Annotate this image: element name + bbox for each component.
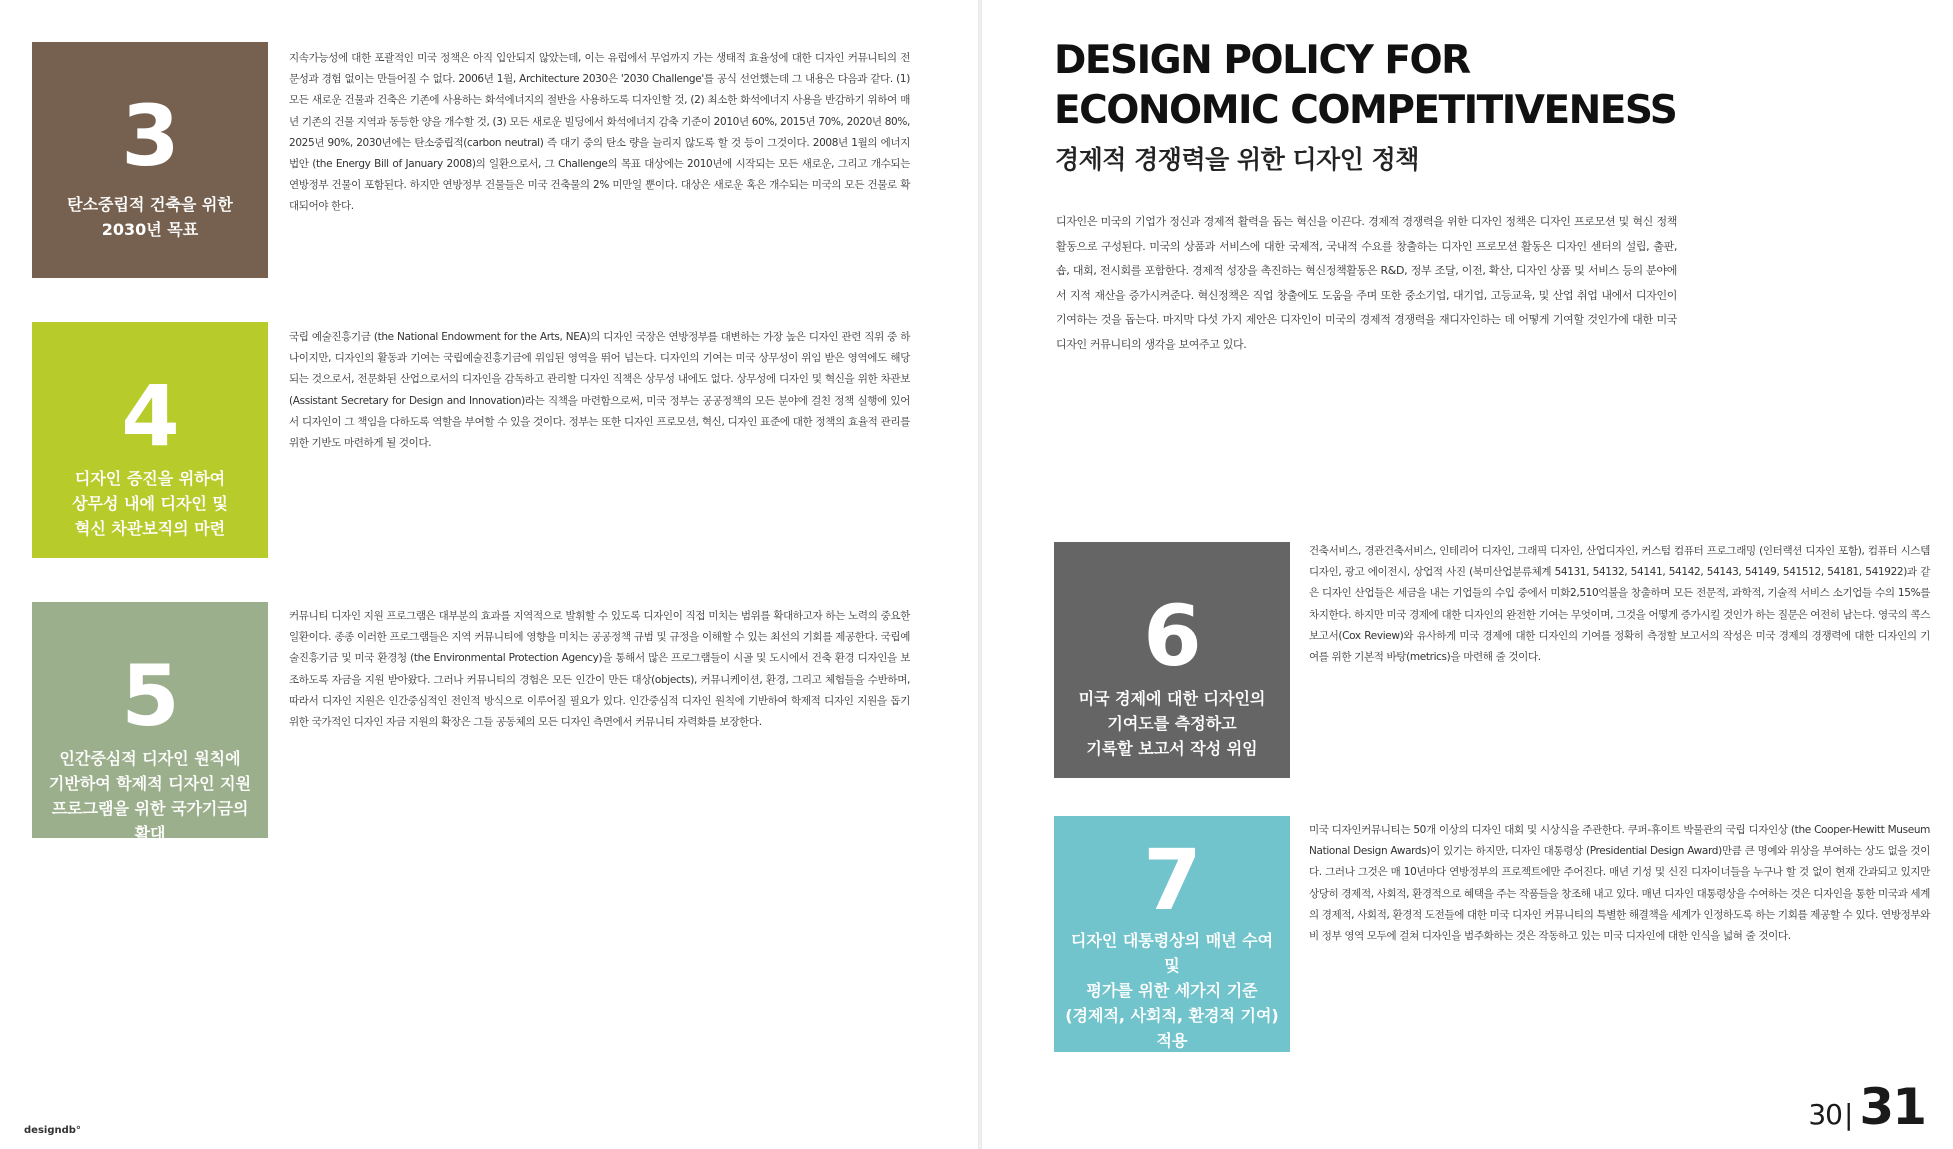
section-7-text: 미국 디자인커뮤니티는 50개 이상의 디자인 대회 및 시상식을 주관한다. 쿠퍼-휴이트 박물관의 국립 디자인상 (the Cooper-Hewitt Museum National Design Awards)이 있기는 하지만, 디자인 대통령상 (Presidential Design Award)만큼 큰 명예와 위상을 부여하는 상도 없을 것이다. 그러나 그것은 매 10년마다 연방정부의 프로젝트에만 주어진다. 매년 기성 및 신진 디자이너들을 누구나 할 것 없이 현재 간과되고 있지만 상당히 경제적, 사회적, 환경적으로 혜택을 주는 작품들을 창조해 내고 있다. 매년 디자인 대통령상을 수여하는 것은 디자인을 통한 미국과 세계의 경제적, 사회적, 환경적 도전들에 대한 미국 디자인 커뮤니티의 특별한 해결책을 세계가 인정하도록 하는 기회를 제공할 수 있다. 연방정부와 비 정부 영역 모두에 걸쳐 디자인을 범주화하는 것은 작동하고 있는 미국 디자인에 대한 인식을 넓혀 줄 것이다.: [1309, 824, 1930, 943]
intro-text: 디자인은 미국의 기업가 정신과 경제적 활력을 돕는 혁신을 이끈다. 경제적 경쟁력을 위한 디자인 정책은 디자인 프로모션 및 혁신 정책 활동으로 구성된다. 미국의 상품과 서비스에 대한 국제적, 국내적 수요를 창출하는 디자인 프로모션 활동은 디자인 센터의 설립, 출판, 숍, 대회, 전시회를 포함한다. 경제적 성장을 촉진하는 혁신정책활동은 R&D, 정부 조달, 이전, 확산, 디자인 상품 및 서비스 등의 분야에서 지적 재산을 증가시켜준다. 혁신정책은 직업 창출에도 도움을 주며 또한 중소기업, 대기업, 고등교육, 및 산업 취업 내에서 디자인이 기여하는 것을 돕는다. 마지막 다섯 가지 제안은 디자인이 미국의 경제적 경쟁력을 재디자인하는 데 어떻게 기여할 것인가에 대한 미국 디자인 커뮤니티의 생각을 보여주고 있다.: [1056, 215, 1677, 351]
section-3-box: [32, 42, 268, 278]
page-number-separator: |: [1843, 1098, 1854, 1131]
section-7-caption: 디자인 대통령상의 매년 수여 및 평가를 위한 세가지 기준 (경제적, 사회적, 환경적 기여) 적용: [1065, 931, 1279, 1050]
section-7-box: [1054, 816, 1290, 1052]
section-3-caption: 탄소중립적 건축을 위한 2030년 목표: [67, 195, 233, 239]
section-4-caption: 디자인 증진을 위하여 상무성 내에 디자인 및 혁신 차관보직의 마련: [72, 469, 228, 538]
section-5-number: 5: [121, 647, 179, 745]
brand-logo: designdb°: [24, 1125, 81, 1136]
section-5-text: 커뮤니티 디자인 지원 프로그램은 대부분의 효과를 지역적으로 발휘할 수 있도록 디자인이 직접 미치는 범위를 확대하고자 하는 노력의 중요한 일환이다. 종종 이러한 프로그램들은 지역 커뮤니티에 영향을 미치는 공공정책 규범 및 규정을 이해할 수 있는 최선의 기회를 제공한다. 국립예술진흥기금 및 미국 환경청 (the Environmental Protection Agency)을 통해서 많은 프로그램들이 시골 및 도시에서 건축 환경 디자인을 보조하도록 자금을 지원 받아왔다. 그러나 커뮤니티의 경험은 모든 인간이 만든 대상(objects), 커뮤니케이션, 환경, 그리고 체험들을 수반하며, 따라서 디자인 지원은 인간중심적인 전인적 방식으로 이루어질 필요가 있다. 인간중심적 디자인 원칙에 기반하여 학제적 디자인 지원을 돕기 위한 국가적인 디자인 자금 지원의 확장은 그들 공동체의 모든 디자인 측면에서 커뮤니티 자력화를 보장한다.: [289, 610, 910, 729]
section-4-box: [32, 322, 268, 558]
section-5-box: [32, 602, 268, 843]
section-6-box: [1054, 542, 1290, 778]
heading-title-kr: 경제적 경쟁력을 위한 디자인 정책: [1055, 145, 1419, 174]
heading-title-en: DESIGN POLICY FOR ECONOMIC COMPETITIVENESS: [1054, 38, 1677, 133]
section-7-number: 7: [1143, 831, 1201, 929]
page-number-left: 30: [1808, 1098, 1842, 1131]
page-numbers: [1808, 1078, 1925, 1136]
section-4-number: 4: [121, 367, 179, 465]
section-3-text: 지속가능성에 대한 포괄적인 미국 정책은 아직 입안되지 않았는데, 이는 유럽에서 무엄까지 가는 생태적 효율성에 대한 디자인 커뮤니티의 전문성과 경험 없이는 만들어질 수 없다. 2006년 1월, Architecture 2030은 '2030 Challenge'를 공식 선언했는데 그 내용은 다음과 같다. (1) 모든 새로운 건물과 건축은 기존에 사용하는 화석에너지의 절반을 사용하도록 디자인할 것, (2) 최소한 화석에너지 사용을 반감하기 위하여 매년 기존의 건물 지역과 동등한 양을 개수할 것, (3) 모든 새로운 빌딩에서 화석에너지 감축 기준이 2010년 60%, 2015년 70%, 2020년 80%, 2025년 90%, 2030년에는 탄소중립적(carbon neutral) 즉 대기 중의 탄소 량을 늘리지 않도록 할 것 등이 그것이다. 2008년 1월의 에너지 법안 (the Energy Bill of January 2008)의 일환으로서, 그 Challenge의 목표 대상에는 2010년에 시작되는 모든 새로운, 그리고 개수되는 연방정부 건물이 포함된다. 하지만 연방정부 건물들은 미국 건축물의 2% 미만일 뿐이다. 대상은 새로운 혹은 개수되는 미국의 모든 건물로 확대되어야 한다.: [289, 52, 910, 213]
section-5-caption: 인간중심적 디자인 원칙에 기반하여 학제적 디자인 지원 프로그램을 위한 국가기금의 확대: [48, 749, 252, 843]
section-6-number: 6: [1143, 587, 1201, 685]
page-number-right: 31: [1859, 1078, 1925, 1136]
section-6-text: 건축서비스, 경관건축서비스, 인테리어 디자인, 그래픽 디자인, 산업디자인, 커스텀 컴퓨터 프로그래밍 (인터랙션 디자인 포함), 컴퓨터 시스템 디자인, 광고 에이전시, 상업적 사진 (북미산업분류체계 54131, 54132, 54141, 54142, 54143, 54149, 541512, 54181, 541922)과 같은 디자인 산업들은 세금을 내는 기업들의 수입 중에서 미화2,510억불을 창출하며 모든 전문적, 과학적, 기술적 서비스 소기업들 수의 15%를 차지한다. 하지만 미국 경제에 대한 디자인의 완전한 기여는 무엇이며, 그것을 어떻게 증가시킬 것인가 하는 질문은 여전히 남는다. 영국의 콕스 보고서(Cox Review)와 유사하게 미국 경제에 대한 디자인의 기여를 정확히 측정할 보고서의 작성은 미국 경제의 경쟁력에 대한 디자인의 기여를 위한 기본적 바탕(metrics)을 마련해 줄 것이다.: [1309, 545, 1930, 664]
section-4-text: 국립 예술진흥기금 (the National Endowment for the Arts, NEA)의 디자인 국장은 연방정부를 대변하는 가장 높은 디자인 관련 직위 중 하나이지만, 디자인의 활동과 기여는 국립예술진흥기금에 위임된 영역을 뛰어 넘는다. 디자인의 기여는 미국 상무성이 위임 받은 영역에도 해당되는 것으로서, 전문화된 산업으로서의 디자인을 감독하고 관리할 디자인 직책은 상무성 내에도 없다. 상무성에 디자인 및 혁신을 위한 차관보 (Assistant Secretary for Design and Innovation)라는 직책을 마련함으로써, 미국 정부는 공공정책의 모든 분야에 걸친 정책 실행에 있어서 디자인이 그 책임을 다하도록 역할을 부여할 수 있을 것이다. 정부는 또한 디자인 프로모션, 혁신, 디자인 표준에 대한 정책의 효율적 관리를 위한 기반도 마련하게 될 것이다.: [289, 331, 910, 450]
section-3-number: 3: [121, 87, 179, 185]
section-6-caption: 미국 경제에 대한 디자인의 기여도를 측정하고 기록할 보고서 작성 위임: [1078, 689, 1266, 758]
